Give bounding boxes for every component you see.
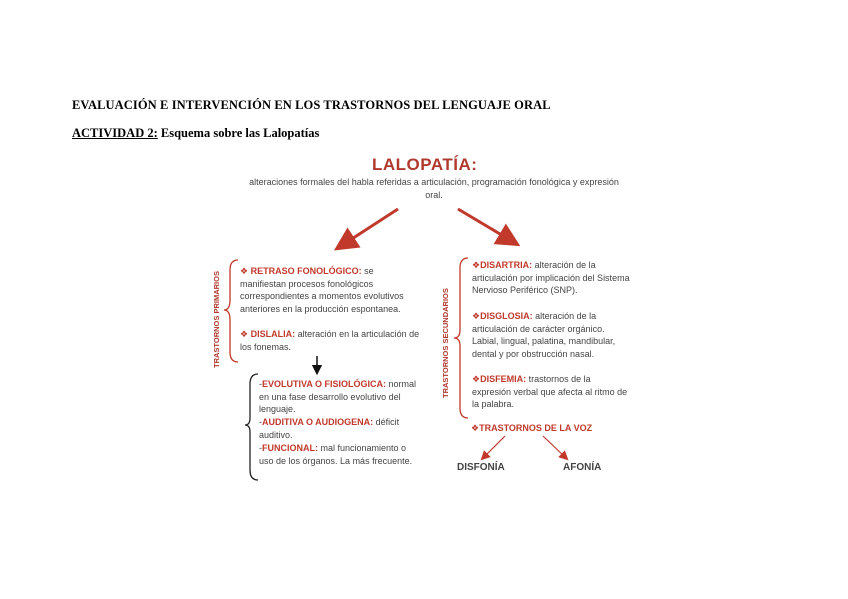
dislalia-type-evolutiva [259,378,419,416]
term-voice: TRASTORNOS DE LA VOZ [479,423,593,433]
activity-text: Esquema sobre las Lalopatías [157,126,320,140]
desc-disfemia: trastornos de la expresión verbal que afecta al ritmo de la palabra. [472,374,628,409]
diamond-bullet-icon: ❖ [240,266,249,276]
voice-afonia: AFONÍA [563,462,602,473]
desc-auditiva: déficit auditivo. [259,417,400,440]
term-auditiva: AUDITIVA O AUDIOGENA: [262,417,374,427]
document-title: EVALUACIÓN E INTERVENCIÓN EN LOS TRASTORNOS DEL LENGUAJE ORAL [72,98,551,112]
brace-primary [224,260,238,362]
dislalia-type-funcional [259,442,419,467]
arrow-right [458,209,510,240]
diamond-bullet-icon: ❖ [472,260,481,270]
scheme-title: LALOPATÍA: [372,155,478,174]
secondary-item-disfemia [472,373,630,411]
term-funcional: FUNCIONAL: [262,443,318,453]
desc-evolutiva: normal en una fase desarrollo evolutivo del lenguaje. [259,379,417,414]
primary-item-retraso [240,265,420,315]
diamond-bullet-icon: ❖ [472,311,481,321]
brace-dislalia [245,374,258,480]
diamond-bullet-icon: ❖ [471,423,480,433]
activity-label: ACTIVIDAD 2: [72,126,158,140]
arrow-disfonia [484,436,505,457]
dislalia-type-auditiva [259,416,419,441]
brace-secondary [454,258,468,418]
term-evolutiva: EVOLUTIVA O FISIOLÓGICA: [262,379,387,389]
dash-bullet: - [259,443,262,453]
voice-disfonia: DISFONÍA [457,462,505,473]
term-retraso: RETRASO FONOLÓGICO: [250,266,362,276]
arrow-afonia [543,436,565,457]
desc-disartria: alteración de la articulación por implicación del Sistema Nervioso Periférico (SNP). [472,260,630,295]
desc-disglosia: alteración de la articulación de carácter orgánico. Labial, lingual, palatina, mandibular, dental y por obstrucción nasal. [472,311,616,359]
primary-label: TRASTORNOS PRIMARIOS [212,271,221,368]
arrow-left [344,209,398,244]
term-disfemia: DISFEMIA: [480,374,527,384]
dash-bullet: - [259,417,262,427]
desc-funcional: mal funcionamiento o uso de los órganos. La más frecuente. [259,443,413,466]
term-disartria: DISARTRIA: [480,260,533,270]
dash-bullet: - [259,379,262,389]
desc-dislalia: alteración en la articulación de los fonemas. [240,329,420,352]
secondary-item-disglosia [472,310,630,360]
term-disglosia: DISGLOSIA: [480,311,533,321]
voice-disorders [471,422,611,435]
term-dislalia: DISLALIA: [250,329,296,339]
secondary-item-disartria [472,259,630,297]
secondary-label: TRASTORNOS SECUNDARIOS [441,288,450,398]
diamond-bullet-icon: ❖ [240,329,249,339]
diamond-bullet-icon: ❖ [472,374,481,384]
primary-item-dislalia [240,328,420,353]
desc-retraso: se manifiestan procesos fonológicos correspondientes a momentos evolutivos anteriores en la producción espontanea. [240,266,404,314]
scheme-description: alteraciones formales del habla referidas a articulación, programación fonológica y expresión oral. [249,177,619,200]
